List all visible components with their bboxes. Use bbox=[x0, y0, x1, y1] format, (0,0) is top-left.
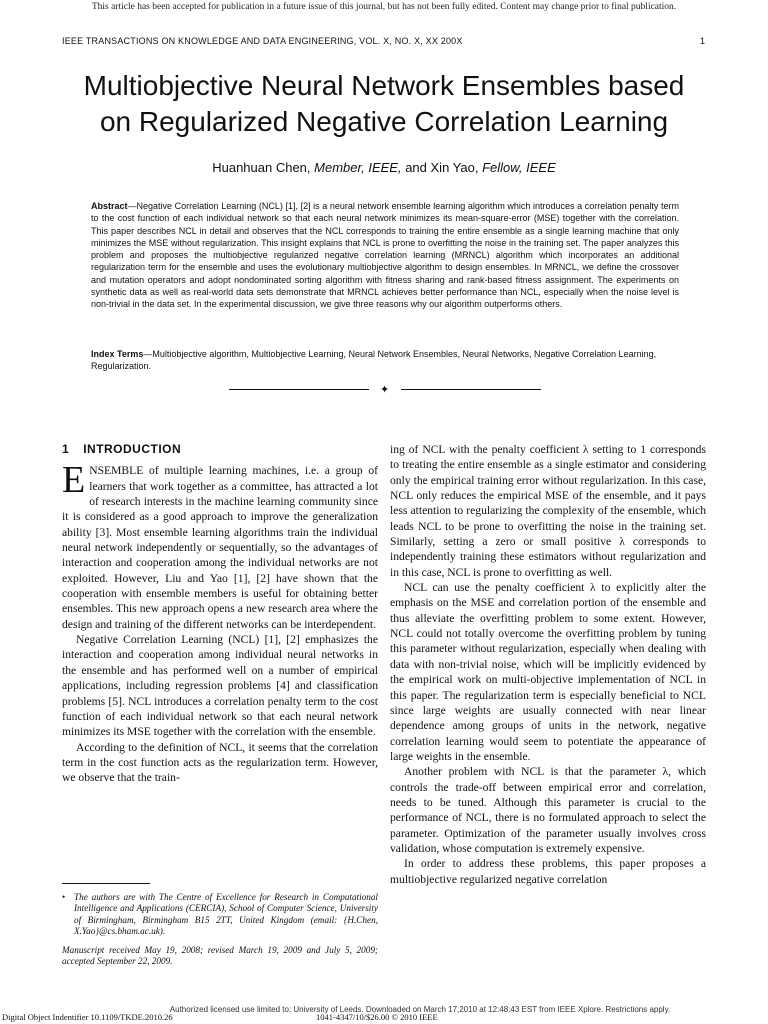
bottom-bar bbox=[0, 1005, 768, 1024]
author-1-role: Member, IEEE, bbox=[314, 160, 402, 175]
issn: 1041-4347/10/$26.00 © 2010 IEEE bbox=[316, 1012, 438, 1022]
footnote-affiliation bbox=[62, 892, 378, 938]
left-column bbox=[62, 442, 378, 786]
publication-notice: This article has been accepted for publication in a future issue of this journal, but has not been fully edited. Content may change prior to final publication. bbox=[91, 2, 677, 12]
index-terms bbox=[91, 348, 679, 373]
abstract-label: Abstract bbox=[91, 201, 128, 211]
abstract-text: —Negative Correlation Learning (NCL) [1], [2] is a neural network ensemble learning algorithm which introduces a correlation penalty term to the cost function of each individual network so that each neural network minimizes its mean-square-error (MSE) together with the correlation. This paper describes NCL in detail and observes that the NCL corresponds to training the entire ensemble as a single learning machine that only minimizes the MSE without regularization. This insight explains that NCL is prone to overfitting the noise in the training set. The paper analyzes this problem and proposes the multiobjective regularized negative correlation learning (MRNCL) algorithm which incorporates an additional regularization term for the ensemble and uses the evolutionary multiobjective algorithm to design ensembles. In MRNCL, we define the crossover and mutation operators and adopt nondominated sorting algorithm with fitness sharing and rank-based fitness assignment. The experiments on synthetic data as well as real-world data sets demonstrate that MRNCL achieves better performance than NCL, especially when the noise level is non-trivial in the data set. In the experimental discussion, we give three reasons why our algorithm outperforms others. bbox=[91, 201, 679, 310]
paragraph bbox=[62, 459, 378, 632]
paragraph: ing of NCL with the penalty coefficient λ setting to 1 corresponds to treating the entire ensemble as a single estimator and considering only the empirical training error without regularization. In this case, NCL only reduces the empirical MSE of the ensemble, and it pays less attention to regularizing the complexity of the ensemble, which leads NCL to be prone to overfitting the noise in the training set. Similarly, setting a zero or small positive λ corresponds to independently training these estimators without regularization and in this case, NCL is prone to overfitting as well. bbox=[390, 443, 706, 579]
drop-cap: E bbox=[62, 459, 86, 502]
title-line-2: on Regularized Negative Correlation Learning bbox=[99, 106, 669, 137]
paragraph: In order to address these problems, this paper proposes a multiobjective regularized negative correlation bbox=[390, 857, 706, 886]
title-line-1: Multiobjective Neural Network Ensembles based bbox=[83, 70, 685, 101]
authorized-use-notice: Authorized licensed use limited to: University of Leeds. Downloaded on March 17,2010 at 12:48:43 EST from IEEE Xplore. Restrictions apply. bbox=[169, 1005, 671, 1014]
index-terms-text: —Multiobjective algorithm, Multiobjective Learning, Neural Network Ensembles, Neural Networks, Negative Correlation Learning, Regularization. bbox=[91, 349, 657, 372]
abstract bbox=[91, 200, 679, 311]
author-2-role: Fellow, IEEE bbox=[482, 160, 556, 175]
divider-diamond-icon: ✦ bbox=[380, 383, 390, 396]
paragraph-text: NSEMBLE of multiple learning machines, i.e. a group of learners that work together as a committee, has attracted a lot of research interests in the machine learning community since it is considered as a good approach to improve the generalization ability [3]. Most ensemble learning algorithms train the individual neural network independently or sequentially, so the advantages of interaction and cooperation among the individual networks are not exploited. However, Liu and Yao [1], [2] have shown that the cooperation with ensemble members is useful for obtaining better ensembles. This new approach opens a new research area where the design and training of the different networks can be interdependent. bbox=[62, 464, 378, 631]
divider-line-left bbox=[229, 389, 369, 390]
paragraph: Another problem with NCL is that the parameter λ, which controls the trade-off between empirical error and correlation, needs to be tuned. Although this parameter is crucial to the performance of NCL, there is no formulated approach to select the parameter. Optimization of the parameter usually involves cross validation, whose computation is extremely expensive. bbox=[390, 765, 706, 855]
paper-title bbox=[40, 68, 728, 140]
footnote-rule bbox=[62, 883, 150, 884]
section-heading bbox=[62, 442, 378, 457]
section-divider bbox=[229, 383, 541, 396]
paragraph: Negative Correlation Learning (NCL) [1], [2] emphasizes the interaction and cooperation among individual neural networks in the ensemble and has performed well on a number of empirical applications, including regression problems [4] and classification problems [5]. NCL introduces a correlation penalty term to the cost function of each individual network so that each neural network minimizes its MSE together with the correlation with the ensemble. bbox=[62, 633, 378, 739]
index-terms-label: Index Terms bbox=[91, 349, 144, 359]
section-number: 1 bbox=[62, 442, 70, 456]
doi: Digital Object Indentifier 10.1109/TKDE.2010.26 bbox=[2, 1012, 173, 1022]
paragraph: According to the definition of NCL, it seems that the correlation term in the cost function acts as the regularization term. However, we observe that the train- bbox=[62, 740, 378, 785]
right-column bbox=[390, 442, 706, 887]
footnotes bbox=[62, 892, 378, 967]
running-head: IEEE TRANSACTIONS ON KNOWLEDGE AND DATA ENGINEERING, VOL. X, NO. X, XX 200X bbox=[62, 36, 463, 46]
author-1: Huanhuan Chen, bbox=[212, 160, 311, 175]
bullet-icon: • bbox=[62, 892, 66, 902]
paragraph: NCL can use the penalty coefficient λ to explicitly alter the emphasis on the MSE and correlation portion of the ensemble and thus alleviate the overfitting problem to some extent. However, NCL could not totally overcome the overfitting problem by tuning this parameter without regularization, especially when dealing with data with non-trivial noise, which will be implicitly evidenced by the empirical work on multi-objective implementation of NCL in this paper. The regularization term is especially beneficial to NCL since large weights are usually connected with near linear dependence among groups of units in the network, negative correlation learning would seem to potentiate the appearance of large weights in the ensemble. bbox=[390, 581, 706, 763]
page-number: 1 bbox=[700, 36, 706, 46]
section-title: INTRODUCTION bbox=[83, 442, 182, 456]
divider-line-right bbox=[401, 389, 541, 390]
author-conj: and Xin Yao, bbox=[405, 160, 479, 175]
footnote-manuscript: Manuscript received May 19, 2008; revised March 19, 2009 and July 5, 2009; accepted September 22, 2009. bbox=[62, 944, 378, 967]
footnote-affiliation-text: The authors are with The Centre of Excellence for Research in Computational Intelligence and Applications (CERCIA), School of Computer Science, University of Birmingham, Birmingham B15 2TT, United Kingdom (email: {H.Chen, X.Yao}@cs.bham.ac.uk). bbox=[74, 892, 378, 937]
author-line bbox=[0, 160, 768, 175]
